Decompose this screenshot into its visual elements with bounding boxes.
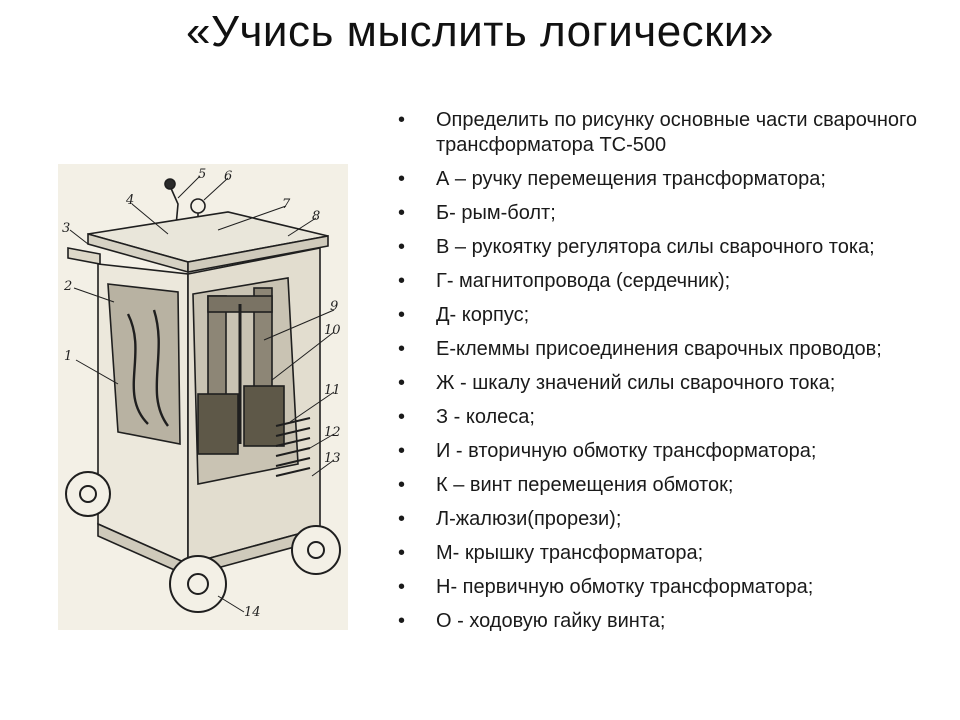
callout-2: 2 [64, 279, 73, 294]
callout-12: 12 [324, 425, 341, 440]
callout-1: 1 [64, 349, 73, 364]
callout-7: 7 [282, 197, 291, 212]
list-item: • Д- корпус; [398, 303, 938, 328]
callout-11: 11 [324, 383, 341, 398]
callout-3: 3 [62, 221, 71, 236]
list-item: • З - колеса; [398, 405, 938, 430]
transformer-drawing [58, 164, 348, 630]
callout-14: 14 [244, 605, 261, 620]
slide-title: «Учись мыслить логически» [186, 7, 774, 56]
callout-6: 6 [224, 169, 233, 184]
list-item: • Е-клеммы присоединения сварочных проводов; [398, 337, 938, 362]
list-item: • К – винт перемещения обмоток; [398, 473, 938, 498]
list-item: • Г- магнитопровода (сердечник); [398, 269, 938, 294]
callout-4: 4 [126, 193, 135, 208]
list-item: • В – рукоятку регулятора силы сварочного тока; [398, 235, 938, 260]
list-item: • Л-жалюзи(прорези); [398, 507, 938, 532]
callout-8: 8 [312, 209, 321, 224]
list-item: • О - ходовую гайку винта; [398, 609, 938, 634]
transformer-illustration [58, 164, 348, 630]
callout-9: 9 [330, 299, 339, 314]
parts-task-list [398, 108, 938, 634]
list-item: • Б- рым-болт; [398, 201, 938, 226]
list-item: • Н- первичную обмотку трансформатора; [398, 575, 938, 600]
callout-10: 10 [324, 323, 341, 338]
list-item: • А – ручку перемещения трансформатора; [398, 167, 938, 192]
callout-13: 13 [324, 451, 341, 466]
callout-5: 5 [198, 167, 207, 182]
list-item: • Определить по рисунку основные части сварочного трансформатора ТС-500 [398, 108, 938, 158]
list-item: • М- крышку трансформатора; [398, 541, 938, 566]
list-item: • И - вторичную обмотку трансформатора; [398, 439, 938, 464]
list-item: • Ж - шкалу значений силы сварочного тока; [398, 371, 938, 396]
